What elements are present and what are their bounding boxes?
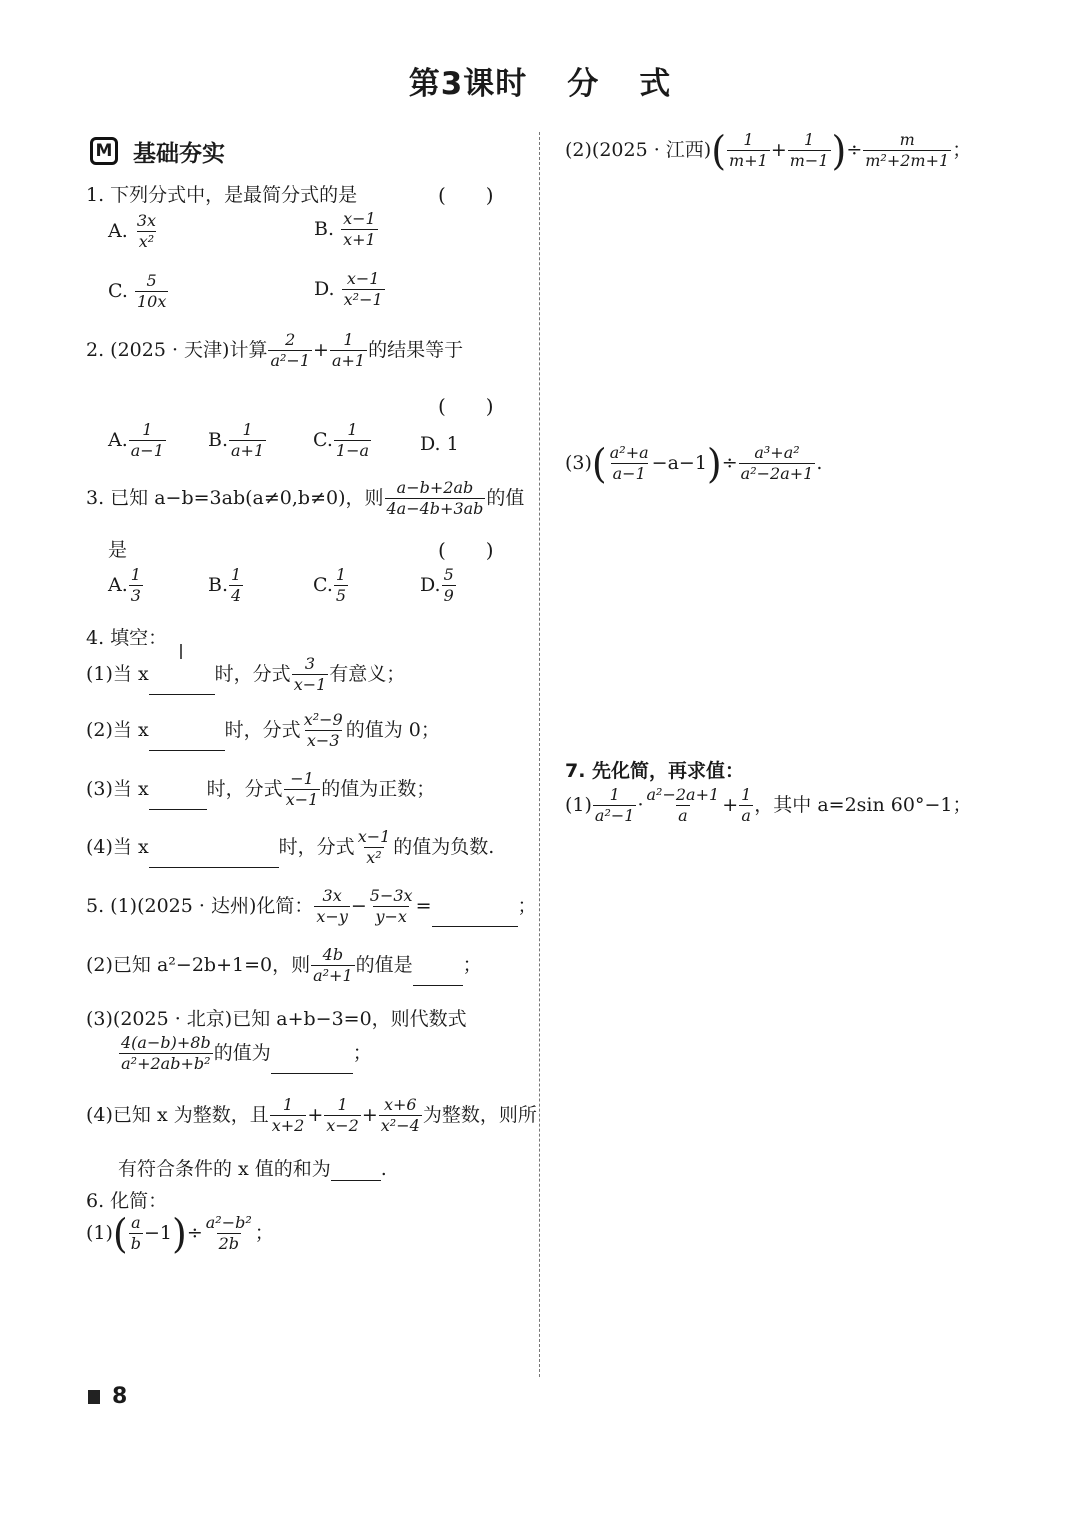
q1-option-b [314, 210, 379, 250]
denominator: x−1 [285, 790, 319, 810]
option-label: B. [208, 573, 229, 596]
answer-blank[interactable] [331, 1162, 381, 1181]
option-label: C. [313, 573, 333, 596]
denominator: 1−a [335, 441, 370, 461]
item-mid: 时，分式 [214, 662, 291, 685]
option-label: C. [108, 279, 128, 302]
numerator: 1 [743, 130, 754, 149]
denominator: a²−1 [270, 351, 311, 371]
numerator: 4(a−b)+8b [121, 1033, 211, 1052]
q2-option-d: D. 1 [420, 433, 459, 455]
fraction [385, 479, 486, 519]
title-pre: 第 [408, 66, 441, 102]
item-post: 的值为 [213, 1041, 271, 1064]
denominator: 5 [335, 586, 347, 606]
fraction [608, 444, 651, 484]
numerator: 5 [146, 271, 157, 290]
q6-head: 6. 化简： [86, 1190, 168, 1212]
numerator: 5−3x [369, 886, 413, 905]
q4-head: 4. 填空： [86, 627, 168, 649]
item-pre: (2)当 x [86, 718, 149, 741]
item-pre: (1) [86, 1221, 113, 1244]
fraction [311, 946, 355, 986]
fraction [341, 210, 378, 250]
denominator: x²−1 [343, 290, 383, 310]
item-post: 的值为负数. [393, 835, 495, 858]
fraction [334, 421, 371, 461]
denominator: a²−1 [594, 806, 635, 826]
q3-answer-paren: ( ) [438, 538, 494, 562]
numerator: 3x [322, 886, 342, 905]
numerator: 1 [741, 785, 752, 804]
numerator: 2 [285, 330, 296, 349]
option-label: B. [208, 428, 229, 451]
answer-blank[interactable] [149, 676, 215, 695]
denominator: 10x [136, 292, 167, 312]
q3-post: 的值 [486, 486, 525, 509]
item-mid: 时，分式 [224, 718, 301, 741]
fraction [330, 331, 367, 371]
q3-option-b [208, 566, 244, 606]
numerator: 1 [142, 420, 153, 439]
item-post: 的值为正数； [321, 777, 436, 800]
title-num: 3 [440, 66, 464, 102]
q1-stem: 1. 下列分式中，是最简分式的是 [86, 184, 358, 206]
fraction [302, 711, 345, 751]
numerator: x+6 [383, 1095, 417, 1114]
section-title: 基础夯实 [133, 141, 225, 167]
right-paren: ) [706, 440, 722, 487]
dot-sign: · [637, 793, 644, 816]
option-label: A. [108, 573, 128, 596]
denominator: a−1 [130, 441, 164, 461]
denominator: x+1 [343, 230, 376, 250]
numerator: 4b [322, 945, 344, 964]
fraction [292, 655, 329, 695]
item-end: . [380, 1158, 387, 1180]
fraction [727, 131, 770, 171]
denominator: x²−4 [380, 1116, 420, 1136]
q1-option-a [108, 212, 159, 252]
q5-item-4-line2 [118, 1154, 387, 1181]
item-pre: (3) [565, 451, 592, 474]
left-paren: ( [112, 1210, 128, 1257]
q1-answer-paren: ( ) [438, 183, 494, 207]
q2-pre: 2. (2025 · 天津)计算 [86, 338, 268, 361]
denominator: x−2 [326, 1116, 359, 1136]
numerator: x²−9 [303, 710, 343, 729]
denominator: m−1 [789, 151, 829, 171]
option-label: B. [314, 217, 335, 240]
fraction [863, 131, 951, 171]
divide-sign: ÷ [846, 138, 863, 161]
title-word-2: 式 [639, 66, 672, 102]
numerator: x−1 [346, 269, 380, 288]
numerator: a²−2a+1 [646, 785, 720, 804]
numerator: −1 [290, 769, 314, 788]
numerator: m [899, 130, 915, 149]
item-pre: (2)(2025 · 江西) [565, 138, 712, 161]
q4-item-1 [86, 655, 405, 695]
fraction [204, 1214, 254, 1254]
q3-pre: 3. 已知 a−b=3ab(a≠0,b≠0)，则 [86, 486, 384, 509]
numerator: 3x [136, 211, 157, 230]
item-mid: −a−1 [651, 451, 707, 474]
q2-option-a [108, 421, 167, 461]
denominator: a [678, 806, 688, 826]
item-mid: 时，分式 [278, 835, 355, 858]
numerator: 1 [609, 785, 620, 804]
fraction [135, 212, 158, 252]
denominator: a [741, 806, 751, 826]
left-paren: ( [711, 127, 727, 174]
title-post: 课时 [463, 66, 528, 102]
item-pre: (4)已知 x 为整数，且 [86, 1103, 269, 1126]
fraction [442, 566, 456, 606]
answer-blank[interactable] [271, 1055, 353, 1074]
q6-item-1 [86, 1210, 274, 1257]
denominator: m+1 [729, 151, 768, 171]
item-mid: 时，分式 [206, 777, 283, 800]
option-label: A. [108, 428, 128, 451]
item-pre: (4)当 x [86, 835, 149, 858]
q5-item-1 [86, 887, 537, 927]
fraction [342, 270, 385, 310]
answer-blank[interactable] [413, 967, 463, 986]
plus-sign: + [361, 1103, 378, 1126]
fraction [129, 566, 143, 606]
section-icon: M [90, 137, 118, 165]
answer-blank[interactable] [149, 849, 279, 868]
item-end: ； [254, 1221, 274, 1244]
minus-one: −1 [144, 1221, 173, 1244]
numerator: 1 [343, 330, 354, 349]
fraction [284, 770, 321, 810]
item-pre: 5. (1)(2025 · 达州)化简： [86, 894, 314, 917]
option-label: A. [108, 219, 128, 242]
q2-post: 的结果等于 [368, 338, 464, 361]
fraction [129, 1214, 143, 1254]
fraction [314, 887, 349, 927]
fraction [324, 1096, 361, 1136]
numerator: a−b+2ab [396, 478, 474, 497]
fraction [739, 786, 753, 826]
fraction [268, 331, 312, 371]
item-post: 有意义； [329, 662, 406, 685]
denominator: 9 [443, 586, 454, 606]
item-end: ； [462, 953, 482, 976]
answer-blank[interactable] [432, 908, 518, 927]
answer-blank[interactable] [149, 791, 207, 810]
denominator: x−3 [306, 731, 340, 751]
page-number: 8 [112, 1384, 128, 1409]
denominator: x² [138, 232, 155, 252]
numerator: 1 [282, 1095, 294, 1114]
q1-option-c [108, 272, 169, 312]
item-post: 的值为 0； [345, 718, 440, 741]
fraction [270, 1096, 307, 1136]
fraction [368, 887, 415, 927]
column-divider [539, 132, 540, 1377]
q7-item-1 [565, 786, 971, 826]
q2-option-c [313, 421, 372, 461]
numerator: 1 [347, 420, 358, 439]
item-end: ； [952, 138, 972, 161]
denominator: a−1 [612, 464, 646, 484]
fraction [593, 786, 637, 826]
denominator: a²−2a+1 [740, 464, 814, 484]
fraction [379, 1096, 422, 1136]
fraction [788, 131, 831, 171]
numerator: 1 [130, 565, 141, 584]
q3-option-c [313, 566, 349, 606]
q7-head: 7. 先化简，再求值： [565, 760, 745, 782]
numerator: 1 [231, 565, 242, 584]
denominator: a+1 [231, 441, 265, 461]
denominator: 2b [218, 1234, 239, 1254]
option-label: D. [420, 573, 441, 596]
q3-option-a [108, 566, 144, 606]
q3-option-d [420, 566, 457, 606]
numerator: 1 [804, 130, 815, 149]
q6-item-2 [565, 127, 972, 174]
fraction [645, 786, 722, 826]
denominator: a²+2ab+b² [121, 1054, 211, 1074]
q5-item-3-line2 [118, 1034, 372, 1074]
numerator: 5 [443, 565, 454, 584]
q5-item-4-line1 [86, 1096, 537, 1136]
plus-sign: + [307, 1103, 324, 1126]
divide-sign: ÷ [186, 1221, 203, 1244]
q4-item-4 [86, 828, 494, 868]
denominator: x−y [316, 907, 348, 927]
q1-option-d [314, 270, 386, 310]
left-paren: ( [591, 440, 607, 487]
numerator: a²+a [609, 443, 649, 462]
right-paren: ) [172, 1210, 187, 1257]
denominator: 3 [130, 586, 141, 606]
denominator: 4 [231, 586, 242, 606]
numerator: 1 [242, 420, 253, 439]
divide-sign: ÷ [721, 451, 738, 474]
minus-sign: − [350, 894, 367, 917]
q4-item-2 [86, 711, 440, 751]
fraction [129, 421, 166, 461]
option-label: C. [313, 428, 333, 451]
item-pre: (1) [565, 793, 592, 816]
numerator: x−1 [357, 827, 391, 846]
numerator: a²−b² [205, 1213, 252, 1232]
equals-sign: = [415, 894, 432, 917]
option-label: D. [314, 277, 335, 300]
fraction [229, 566, 243, 606]
book-icon [88, 1390, 100, 1404]
q3-stem [86, 479, 524, 519]
fraction [739, 444, 816, 484]
denominator: y−x [375, 907, 407, 927]
q2-answer-paren: ( ) [438, 394, 494, 418]
q5-item-2 [86, 946, 482, 986]
plus-sign: + [770, 138, 787, 161]
answer-blank[interactable] [149, 732, 225, 751]
item-post: 的值是 [355, 953, 413, 976]
denominator: 4a−4b+3ab [386, 499, 484, 519]
plus-sign: + [722, 793, 739, 816]
q6-item-3 [565, 440, 823, 487]
item-end: ； [517, 894, 537, 917]
q2-option-b [208, 421, 267, 461]
denominator: a²+1 [313, 966, 353, 986]
fraction [356, 828, 393, 868]
item-line2: 有符合条件的 x 值的和为 [118, 1158, 331, 1180]
item-pre: (2)已知 a²−2b+1=0，则 [86, 953, 311, 976]
denominator: a+1 [331, 351, 366, 371]
denominator: x+2 [271, 1116, 305, 1136]
item-end: . [816, 451, 823, 474]
fraction [334, 566, 348, 606]
numerator: 1 [335, 565, 347, 584]
denominator: x−1 [293, 675, 327, 695]
page-title [0, 58, 1080, 103]
title-word-1: 分 [567, 66, 600, 102]
item-pre: (1)当 x [86, 662, 149, 685]
numerator: a [131, 1213, 141, 1232]
numerator: x−1 [343, 209, 376, 228]
denominator: x² [366, 848, 382, 868]
denominator: b [130, 1234, 141, 1254]
fraction [229, 421, 266, 461]
item-post: ，其中 a=2sin 60°−1； [754, 793, 972, 816]
item-post: 为整数，则所 [422, 1103, 537, 1126]
q2-stem [86, 331, 463, 371]
right-paren: ) [831, 127, 847, 174]
denominator: m²+2m+1 [865, 151, 950, 171]
fraction [119, 1034, 213, 1074]
item-pre: (3)当 x [86, 777, 149, 800]
q3-line2: 是 [108, 539, 128, 561]
q4-item-3 [86, 770, 435, 810]
numerator: 3 [304, 654, 316, 673]
numerator: 1 [337, 1095, 348, 1114]
q5-item-3-line1: (3)(2025 · 北京)已知 a+b−3=0，则代数式 [86, 1008, 467, 1030]
item-end: ； [352, 1041, 372, 1064]
numerator: a³+a² [754, 443, 800, 462]
plus-sign: + [313, 338, 329, 361]
fraction [135, 272, 168, 312]
